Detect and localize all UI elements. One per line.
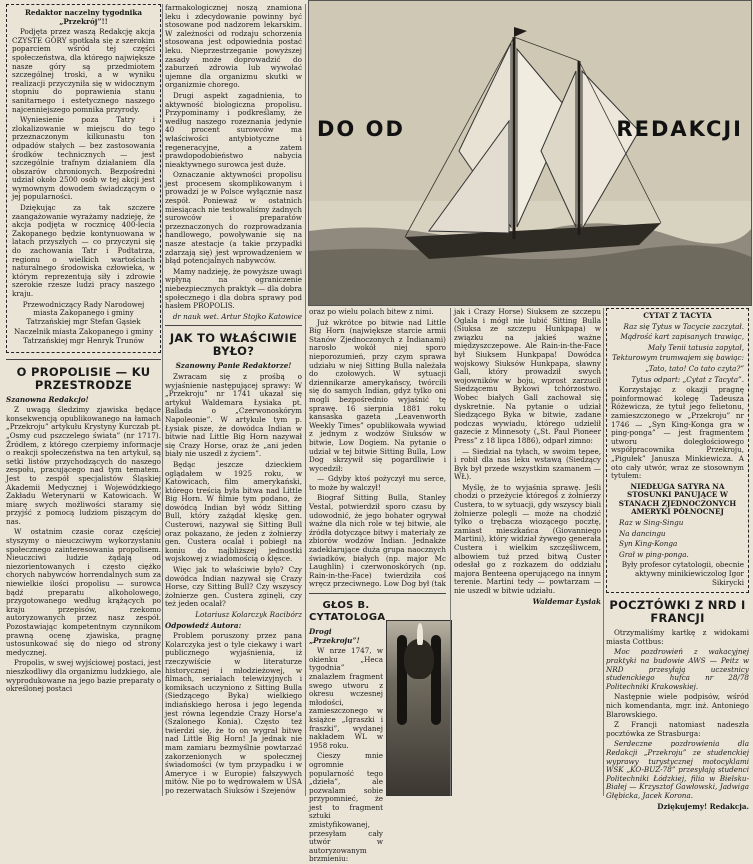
column-divider [162,4,163,796]
article-headline-jak-to-bylo: JAK TO WŁAŚCIWIE BYŁO? [169,331,298,359]
article-paragraph: Zwracam się z prośbą o wyjaśnienie następującej sprawy: W „Przekroju” nr 1741 ukazał się artykuł Waldemara Łysiaka pt. Ballada o „Czerwonoskórym Napoleonie”. W artykule tym p. Łysiak pisze, że dowódca Indian w bitwie nad Little Big Horn nazywał się Crazy Horse, oraz że „ani jeden biały nie uszedł z życiem”. [165,371,302,459]
divider [165,325,302,326]
reply-title: Odpowiedź Autora: [165,620,242,630]
salutation: Szanowna Redakcjo! [6,394,89,404]
article-paragraph: — Gdyby ktoś pożyczył mu serce, to może by walczył! [309,474,446,492]
hero-title-left: DO OD [317,117,405,141]
poem-line: Raz w Sing-Singu [619,518,684,528]
box-paragraph: Wyniesienie poza Tatry i zlokalizowanie w miejscu do tego przeznaczonym kilkunastu ton odpadów stałych — bez zastosowania środków technicznych — jest szczególnie trafnym działaniem dla obszarów chronionych. Bezpośredni udział około 2500 osób w tej akcji jest wymownym dowodem świadczącym o jej popularności. [12,115,155,202]
article-paragraph: Propolis, w swej wyjściowej postaci, jest nieszkodliwy dla organizmu ludzkiego, ale wyprodukowane na jego bazie preparaty o określonej postaci [6,658,161,694]
column-divider [305,4,306,796]
signature: dr nauk wet. Artur Stojko Katowice [172,311,302,321]
divider [309,593,446,594]
letter-box-cytat [606,308,749,593]
column-5 [606,308,749,811]
article-paragraph: Biograf Sitting Bulla, Stanley Vestal, potwierdził sporo czasu by udowodnić, że jego bohater ogrywał ważne dla nich role w tej bitwie, ale źródła dotyczące bitwy i materiały ze zbiorów wodzów Indian. Jednakże zadeklarujące duża grupa naocznych świadków, białych (np. major Mc Laughlin) i czerwonoskórych (np. Rain-in-the-Face) twierdziła coś wręcz przeciwnego. Low Dog był (tak [309,493,446,589]
poem-line: Syn King-Konga [619,539,678,549]
signature: Waldemar Łysiak [532,596,601,606]
article-paragraph: Serdeczne pozdrowienia dla Redakcji „Przekroju” ze studenckiej wyprawy turystycznej motocyklami WSK „KO-BUZ-78” przesyłają studenci Politechniki Łódzkiej, filia w Bielsku-Białej — Krzysztof Gawłowski, Jadwiga Głębicka, Jacek Korona. [606,739,749,800]
article-paragraph: Z Francji natomiast nadeszła pocztówka ze Strasburga: [606,720,749,738]
salutation: Drogi „Przekroju”! [309,627,360,645]
article-paragraph: farmakologicznej noszą znamiona leku i zdecydowanie powinny być stosowane pod nadzorem lekarskim. W zależności od rodzaju schorzenia stosowana jest odpowiednia postać leku. Nieprzestrzeganie powyższej zasady może doprowadzić do zaburzeń zdrowia lub wywołać ujemne dla organizmu skutki w organizmie chorego. [165,3,302,90]
box-paragraph: Dziękując za tak szczere zaangażowanie wyrażamy nadzieję, że akcja podjęta w rocznicę 400-lecia Zakopanego będzie kontynuowana w latach przyszłych — co przyczyni się do zachowania Tatr i Podtatrza, regionu o wielkich wartościach naturalnego środowiska człowieka, w którym reprezentują siły i zdrowie szerokie rzesze ludzi pracy naszego kraju. [12,203,155,298]
poem-line: Na dancingu [619,528,666,538]
verse-line: „Tato, tato! Co tato czyta?” [645,363,744,373]
article-headline-cytatolog: GŁOS B. CYTATOLOGA [309,600,386,623]
reply-paragraph: Problem poruszony przez pana Kolarczyka jest o tyle ciekawy i wart publicznego wyjaśnienia, iż rzeczywiście w literaturze historycznej i młodzieżowej, w filmach, serialach telewizyjnych i komiksach uczyniono z Sitting Bulla (Siedzącego Byka) wielkiego indiańskiego herosa i jego legenda jest równa legendzie Crazy Horse'a (Szalonego Konia). Często też twierdzi się, że to on wygrał bitwę nad Little Big Horn! Ja jednak nie mam zamiaru bezmyślnie powtarzać zakorzenionych w społecznej świadomości (w tym przypadku i w Ameryce i w Europie) fałszywych mitów. Nie po to wędrowałem w USA po rezerwatach Siuksów i Szejenów [165,631,302,795]
article-paragraph: Otrzymaliśmy kartkę z widokami miasta Cottbus: [606,628,749,646]
divider [6,359,161,360]
signature: Lotariusz Kolarczyk Racibórz [195,610,302,619]
column-divider [450,308,451,796]
feather-icon [417,623,423,645]
article-paragraph: oraz po wielu polach bitew z nimi. [309,307,434,316]
salutation: Szanowny Panie Redaktorze! [175,361,292,371]
article-paragraph: Już wkrótce po bitwie nad Little Big Horn (największe starcie armii Stanów Zjednoczonych z Indianami) narosło wokół niej sporo nieporozumień, przy czym sprawa udziału w niej Sitting Bulla należała do czołowych. W sytuacji dziennikarze amerykańscy, twórcili się do samych Indian, gdyż tylko oni mogli bezpośrednio wyjaśnić tę sprawę. 16 sierpnia 1881 roku kansaska gazeta „Leavenworth Weekly Times” opublikowała wywiad z jednym z wodzów Siuksów w bitwie, Low Dogiem. Na pytanie o udział w tej bitwie Sitting Bulla, Low Dog skrzywił się pogardliwie i wycedził: [309,317,446,473]
verse-line: Raz się Tytus w Tacycie zaczytał. [623,321,744,331]
article-paragraph: Będąc jeszcze dzieckiem oglądałem w 1925 roku, w Katowicach, film amerykański, którego treścią była bitwa nad Little Big Horn. W filmie tym podano, że dowódcą Indian był wódz Sitting Bull, który zażądał klęskę gen. Custerowi, nazywał się Sitting Bull oraz pokazano, że jeden z żołnierzy gen. Custera ocalał i pobiegł na koniu do najbliższej jednostki wojskowej z wiadomością o klęsce. [165,459,302,564]
article-paragraph: Z uwagą śledzimy zjawiska będące konsekwencją opublikowanego na łamach „Przekroju” artykułu Krystyny Kurczab pt. „Osmy cud pszczelego świata” (nr 1717). Źródłem, z którego czerpiemy informacje o reakcji społeczeństwa na ten artykuł, są setki listów przychodzących do naszego zespołu, pracującego nad tym tematem. Jest to zespół specjalistów Śląskiej Akademii Medycznej i Wojewódzkiego Zakładu Weterynarii w Katowicach. W miarę swych możliwości staramy się przyjść z pomocą ludziom piszącym do nas. [6,405,161,526]
box-signature: Naczelnik miasta Zakopanego i gminy Tatrzańskiej mgr Henryk Trunów [14,327,153,345]
verse-line: Mądrość kart zapisanych trawiąc, [620,332,744,342]
article-paragraph: Cieszy mnie ogromnie popularność tego „dzieła”, ale pozwalam sobie przypomnieć, że jest to fragment sztuki zmistyfikowanej, przesyłam cały utwór w autoryzowanym brzmieniu: [309,751,383,864]
box-paragraph: Podjęta przez waszą Redakcję akcja CZYSTE GÓRY spotkała się z szerokim poparciem wśród tej części społeczeństwa, dla którego największe nasze góry są przedmiotem szczególnej troski, a w wyniku realizacji przyczyniła się w widocznym stopniu do poprawienia stanu sanitarnego i estetycznego naszego najcenniejszego pomnika przyrody. [12,27,155,114]
article-paragraph: Mamy nadzieję, że powyższe uwagi wpłyną na ograniczenie niebezpiecznych praktyk — dla dobra społecznego i dla dobra sprawy pod hasłem PROPOLIS. [165,266,302,311]
poem-line: Grał w ping-ponga. [619,549,689,559]
verse-line: Tekturowym trumwajem się bawiąc: [612,353,744,363]
column-4 [454,308,601,796]
hero-title-right: REDAKCJI [616,117,743,141]
article-headline-propolis: O PROPOLISIE — KU PRZESTRODZE [16,364,151,392]
article-headline-pocztowki: POCZTÓWKI Z NRD I FRANCJI [609,598,746,626]
letter-cytatolog [309,600,386,864]
column-1 [6,4,161,796]
box-title: CYTAT Z TACYTA [643,311,712,320]
verse-line: Mały Tenii tatusia zapytał, [647,342,744,352]
article-paragraph: Następnie wiele podpisów, wśród nich komendanta, mgr. inż. Antoniego Blarowskiego. [606,692,749,719]
box-signature: Przewodniczący Rady Narodowej miasta Zakopanego i gminy Tatrzańskiej mgr Stefan Gąsiek [22,299,145,326]
article-paragraph: jak i Crazy Horse) Siuksem ze szczepu Oglala i mógł nie lubić Sitting Bulla (Siuksa ze szczepu Hunkpapa) w związku na jakieś ważne międzyszczepowe. Ale Rain-in-the-Face był Siuksem Hunkpapa! Dowódca wojskowy Siuksów Hunkpapa, sławny Gall, który prowadził swych wojowników w boju, wprost zarzucił Siedzącemu Bykowi tchórzostwo. Wobec białych Gall zachował się dyskretnie. Na pytanie o udział Siedzącego Byka w bitwie, zadane podczas wywiadu, którego udzielił gazecie z Minnesoty („St. Paul Pioneer Press” z 18 lipca 1886), odparł zimno: [454,307,601,445]
article-paragraph: W nrze 1747, w okienku „Heca tygodnia” znalazłem fragment swego utworu z okresu wczesnej młodości, zamieszczonego w książce „Igraszki i fraszki”, wydanej nakładem WL w 1958 roku. [309,646,383,750]
article-paragraph: W ostatnim czasie coraz częściej styszymy o nieuczciwym wykorzystaniu społecznego zainteresowania propolisem. Nieuczciwi ludzie żądają od niezorientowanych i często ciężko chorych nabywców horrendalnych sum za niewielkie ilości propolisu — surowca bądź preparatu alkoholowego, przygotowanego według krążących po kraju przepisów, rzekomo autoryzowanych przez nasz zespół. Pozostawiając kompetentnym czynnikom prawną ocenę zjawiska, pragnę ustosunkować się do niego od strony medycznej. [6,527,161,657]
article-paragraph: Myślę, że to wyjaśnia sprawę. Jeśli chodzi o przeżycie któregoś z żołnierzy Custera, to w sytuacji, gdy wszyscy biali żołnierze polegli — może na chodzić tylko o trębacza wiozącego pocztę, zamiast mieszkańca (Giovanniego Martini), który widział żywego generała Custera i wielkim szczęśliwcem, albowiem tuż przed bitwą Custer odesłał go z rozkazem do oddziału majora Benteena operującego na innym terenie. Martini tedy — powtarzam — nie uszedł w bitwie udziału. [454,482,601,595]
hero-title [317,117,743,141]
portrait-photo [386,620,452,796]
article-paragraph: Więc jak to właściwie było? Czy dowódca Indian nazywał się Crazy Horse, czy Sitting Bull? Czy wszyscy żołnierze gen. Custera zginęli, czy też jeden ocalał? [165,565,302,609]
article-paragraph: Drugi aspekt zagadnienia, to aktywność biologiczna propolisu. Przypominamy i podkreślamy, że według naszego rozeznania jedynie 40 procent surowców ma właściwości antybiotyczne i regeneracyjne, a zatem prawdopodobieństwo nabycia nieaktywnego surowca jest duże. [165,90,302,169]
letter-box-czyste-gory [6,4,161,353]
box-paragraph: Korzystając z okazji pragnę poinformować kolegę Tadeusza Różewicza, że tytuł jego felietonu, zamieszczonego w „Przekroju” nr 1746 — „Syn King-Konga gra w ping-ponga” — jest fragmentem utworu doległościowego współpracownika Przekroju, „Pigułek” Janusza Minkiewicza. A oto cały utwór, wraz ze stosownym tytułem: [611,385,744,481]
sailing-ship-image [309,1,751,305]
article-paragraph: — Siedział na tyłach, w swoim tepee, i robił dla nas leku wstawą (Siedzący Byk był przede wszystkim szamanem — WŁ). [454,446,601,482]
column-2 [165,4,302,796]
article-paragraph: Moc pozdrowień z wakacyjnej praktyki na budowie AWS — Peitz w NRD przesyłają uczestnicy studenckiego hufca nr 28/78 Politechniki Krakowskiej. [606,647,749,691]
poem-title: NIEDŁUGA SATYRA NA STOSUNKI PANUJĄCE W STANACH ZJEDNOCZONYCH AMERYKI PÓŁNOCNEJ [618,481,737,517]
box-title: Redaktor naczelny tygodnika „Przekrój”!! [24,8,143,26]
column-divider [603,308,604,796]
verse-line: Tytus odpart: „Cytat z Tacyta”. [631,374,744,384]
article-paragraph: Oznaczanie aktywności propolisu jest procesem skomplikowanym i prowadzi je w Polsce wyłącznie nasz zespół. Ponieważ w ostatnich miesiącach nie testowaliśmy żadnych surowców i preparatów przeznaczonych do rozprowadzania handlowego, powoływanie się na nasze atestacje (a takie przypadki zdarzają się) jest wprowadzeniem w błąd potencjalnych nabywców. [165,170,302,266]
portrait-face [404,639,434,679]
closing: Dziękujemy! Redakcja. [657,801,749,811]
box-signature: Były profesor cytatologii, obecnie aktywny minikiewiczolog Igor Sikirycki [621,560,744,587]
hero-illustration [308,0,752,306]
